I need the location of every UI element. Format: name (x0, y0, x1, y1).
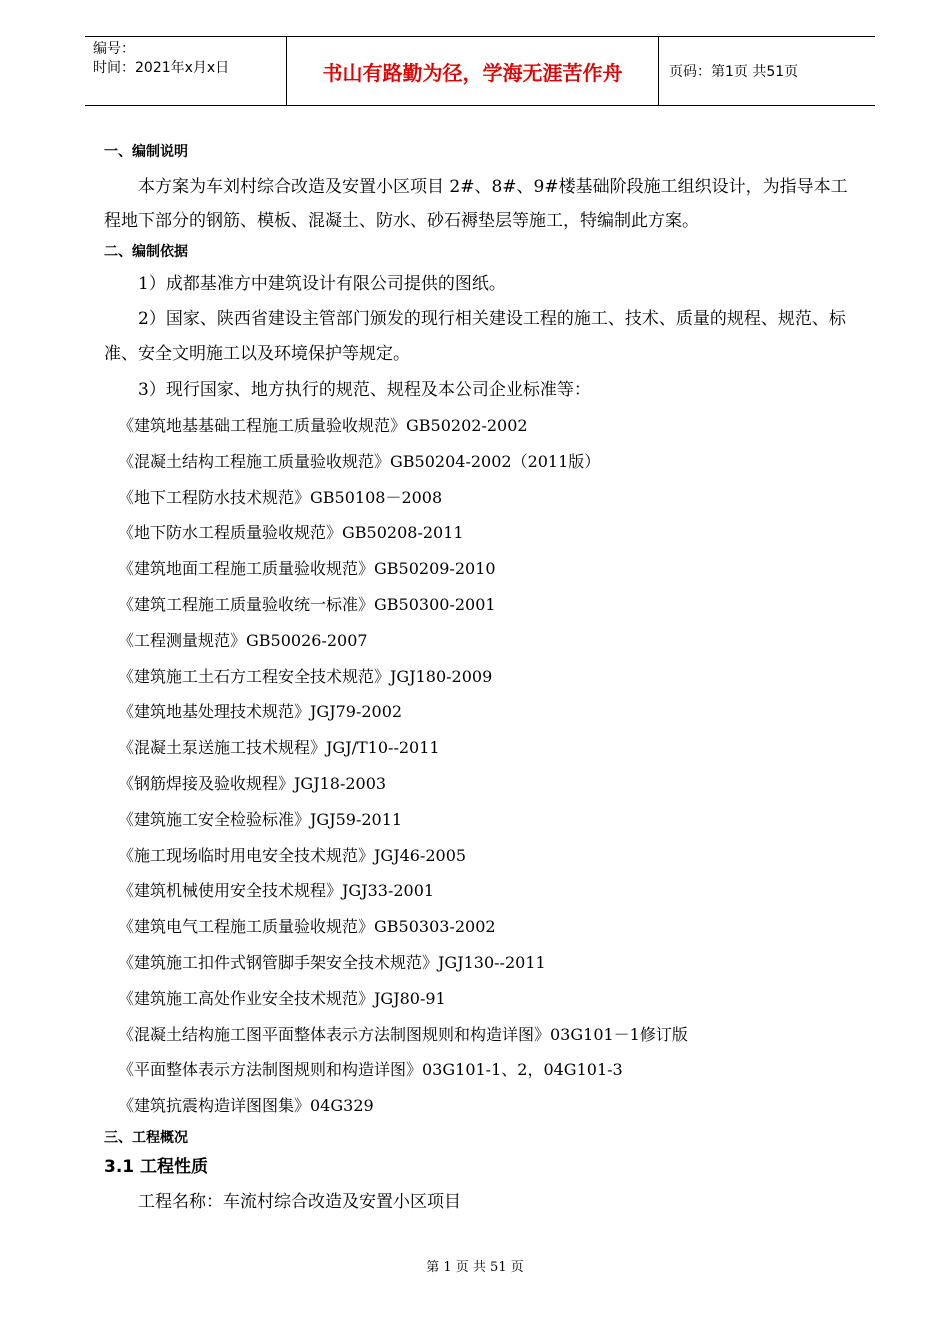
standard-item: 《建筑机械使用安全技术规程》JGJ33-2001 (118, 881, 435, 901)
standard-item: 《建筑施工安全检验标准》JGJ59-2011 (118, 809, 403, 829)
header-motto: 书山有路勤为径，学海无涯苦作舟 (287, 37, 659, 105)
project-name-line: 工程名称：车流村综合改造及安置小区项目 (138, 1191, 461, 1212)
standard-item: 《建筑地基基础工程施工质量验收规范》GB50202-2002 (118, 416, 528, 435)
standard-item: 《施工现场临时用电安全技术规范》JGJ46-2005 (118, 845, 467, 865)
section-1-paragraph: 本方案为车刘村综合改造及安置小区项目 2#、8#、9#楼基础阶段施工组织设计，为指导本工程地下部分的钢筋、模板、混凝土、防水、砂石褥垫层等施工，特编制此方案。 (104, 177, 848, 231)
standard-item: 《地下工程防水技术规范》GB50108－2008 (118, 487, 443, 507)
document-body (104, 140, 864, 1220)
standard-item: 《建筑地面工程施工质量验收规范》GB50209-2010 (118, 559, 496, 579)
basis-item-1: 1）成都基准方中建筑设计有限公司提供的图纸。 (138, 274, 506, 294)
section-title-1: 一、编制说明 (104, 144, 188, 160)
header-page-label: 页码：第1页 共51页 (669, 64, 799, 80)
standard-item: 《建筑抗震构造详图图集》04G329 (118, 1096, 374, 1116)
standard-item: 《建筑施工扣件式钢管脚手架安全技术规范》JGJ130--2011 (118, 952, 546, 972)
standard-item: 《地下防水工程质量验收规范》GB50208-2011 (118, 523, 464, 543)
standard-item: 《工程测量规范》GB50026-2007 (118, 630, 368, 650)
standard-item: 《钢筋焊接及验收规程》JGJ18-2003 (118, 773, 387, 793)
basis-item-3: 3）现行国家、地方执行的规范、规程及本公司企业标准等： (138, 380, 591, 400)
section-title-3: 三、工程概况 (104, 1129, 188, 1146)
standard-item: 《建筑施工高处作业安全技术规范》JGJ80-91 (118, 988, 446, 1008)
subsection-3-1-title: 3.1 工程性质 (104, 1156, 209, 1177)
standard-item: 《混凝土泵送施工技术规程》JGJ/T10--2011 (118, 738, 440, 758)
standard-item: 《建筑工程施工质量验收统一标准》GB50300-2001 (118, 594, 496, 614)
header-meta (85, 37, 287, 105)
time-label: 时间：2021年x月x日 (93, 60, 230, 76)
standard-item: 《混凝土结构工程施工质量验收规范》GB50204-2002（2011版） (118, 451, 601, 471)
standards-list (0, 408, 864, 1124)
standard-item: 《建筑电气工程施工质量验收规范》GB50303-2002 (118, 917, 496, 937)
basis-item-2: 2）国家、陕西省建设主管部门颁发的现行相关建设工程的施工、技术、质量的规程、规范、标准、安全文明施工以及环境保护等规定。 (104, 309, 846, 364)
standard-item: 《混凝土结构施工图平面整体表示方法制图规则和构造详图》03G101－1修订版 (118, 1024, 688, 1044)
standard-item: 《建筑施工土石方工程安全技术规范》JGJ180-2009 (118, 666, 493, 686)
page-footer: 第 1 页 共 51 页 (426, 1260, 524, 1275)
standard-item: 《平面整体表示方法制图规则和构造详图》03G101-1、2，04G101-3 (118, 1060, 623, 1080)
number-label: 编号： (93, 41, 135, 57)
section-title-2: 二、编制依据 (104, 244, 188, 260)
standard-item: 《建筑地基处理技术规范》JGJ79-2002 (118, 702, 403, 722)
page-header (85, 36, 875, 106)
